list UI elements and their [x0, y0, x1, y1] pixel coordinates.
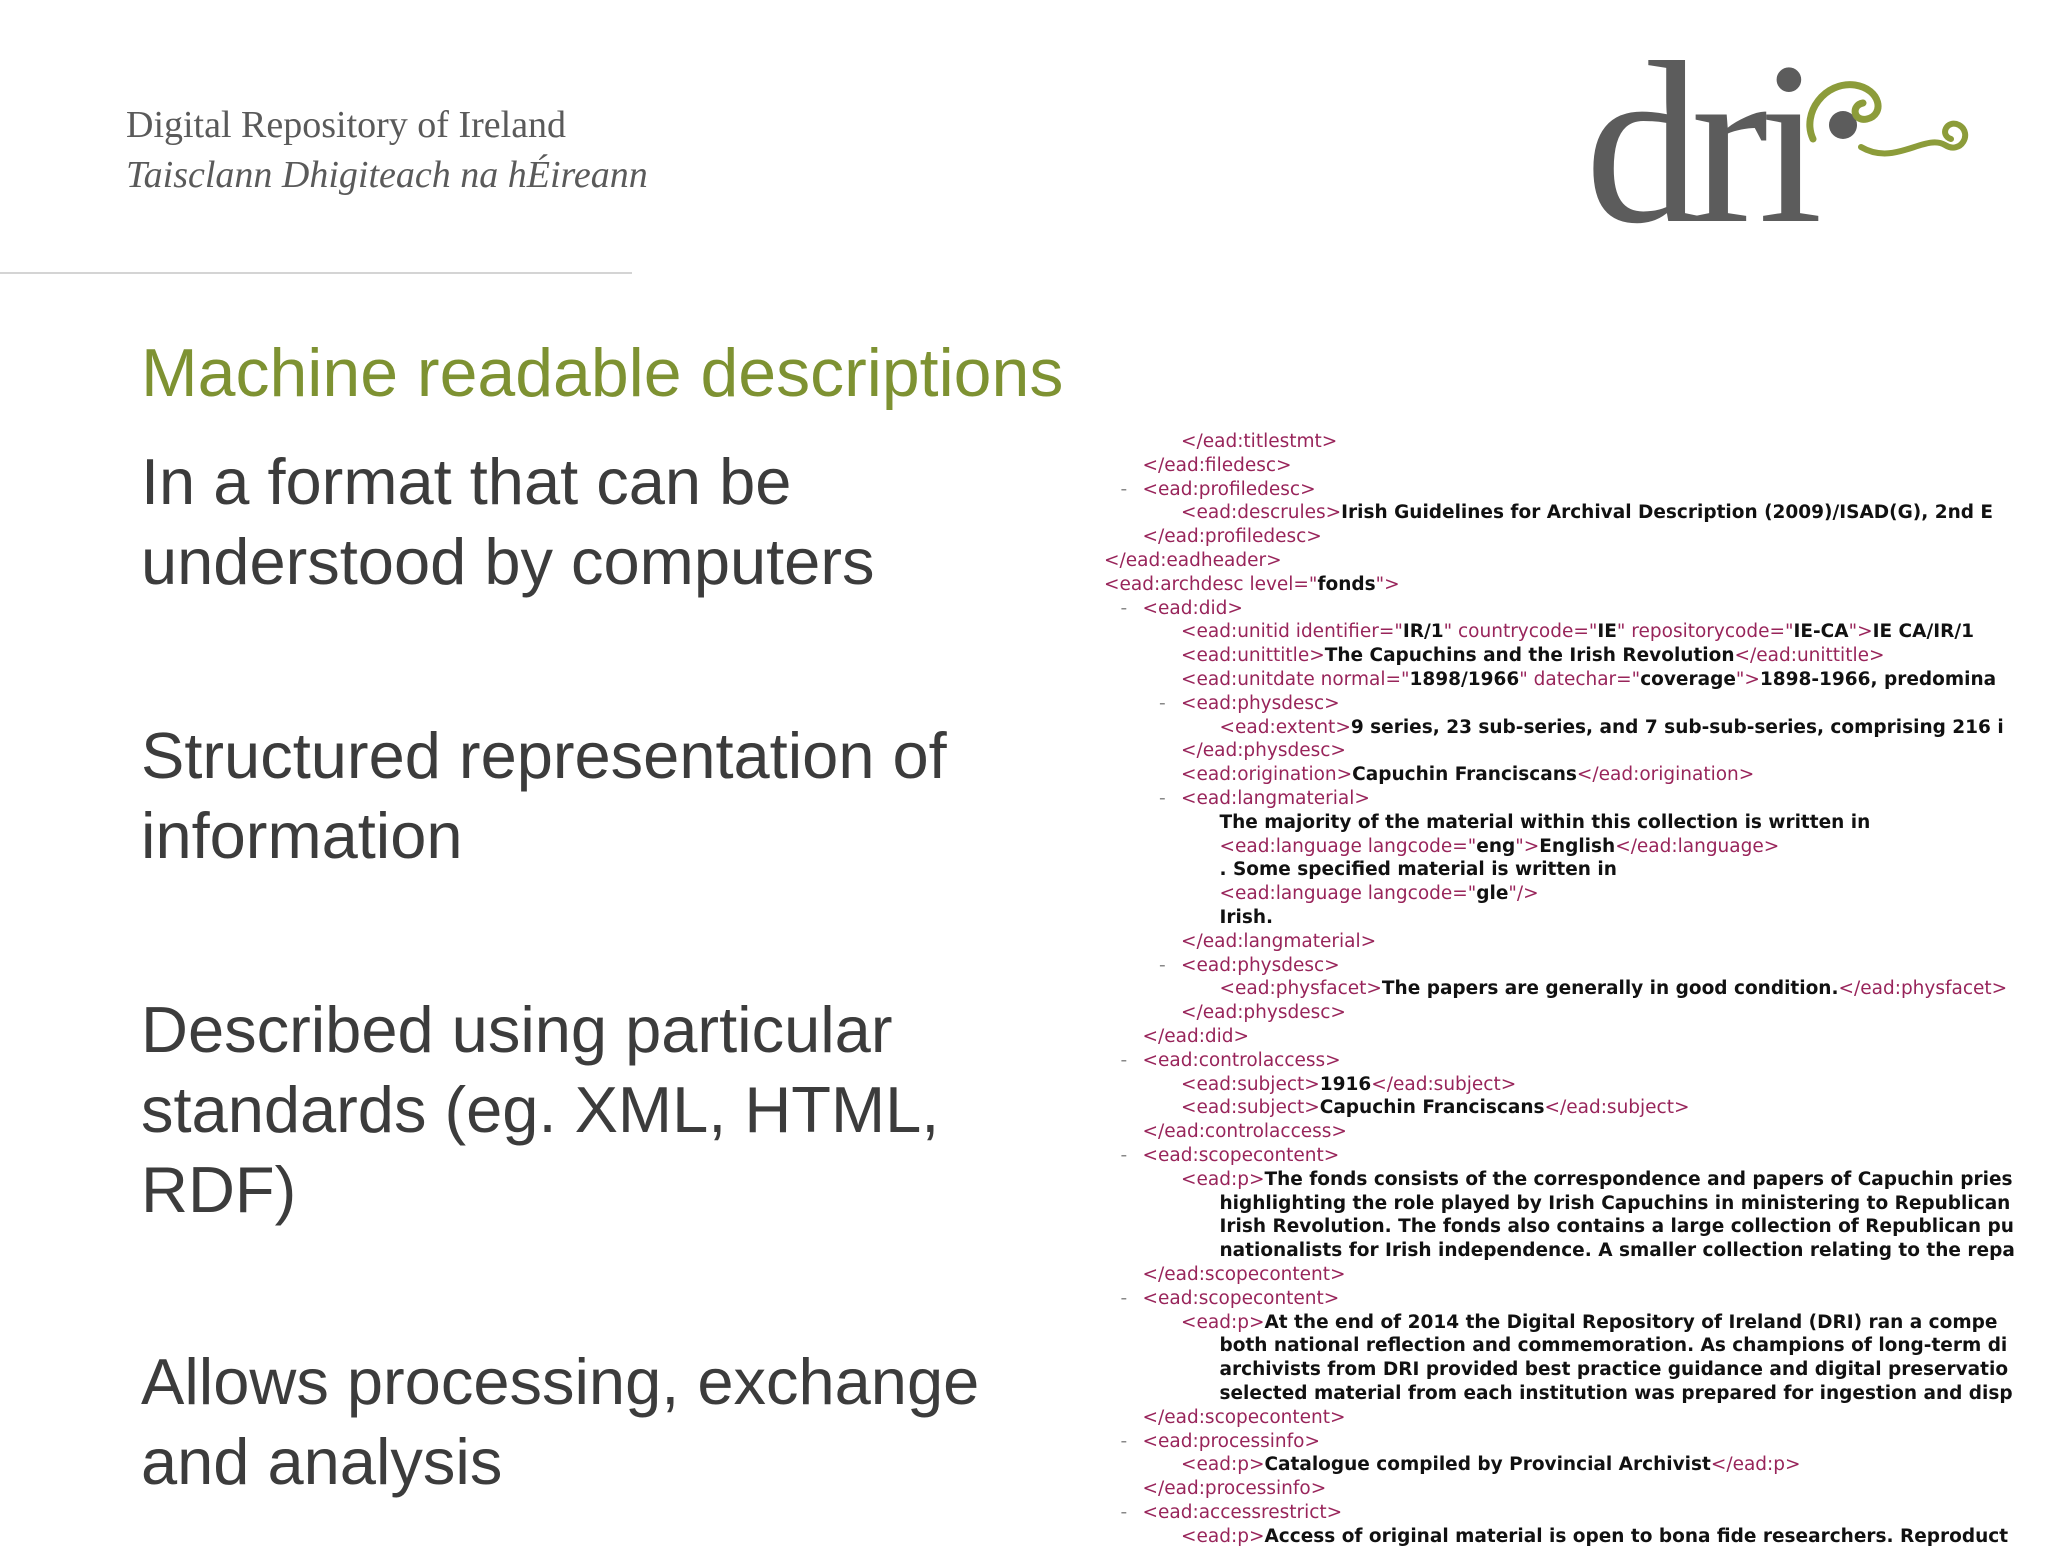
collapse-toggle-icon[interactable]: - [1159, 954, 1172, 976]
xml-tag: </ead:controlaccess> [1142, 1121, 1347, 1143]
xml-line [1143, 1120, 1347, 1144]
xml-line [1120, 1430, 1320, 1454]
xml-content: 9 series, 23 sub-series, and 7 sub-sub-series, comprising 216 i [1350, 716, 2004, 738]
logo-swirl-icon [1795, 75, 1980, 185]
xml-tag: <ead:archdesc level=" [1104, 573, 1318, 595]
xml-line [1120, 597, 1243, 621]
xml-line [1181, 668, 1996, 692]
xml-content: archivists from DRI provided best practice guidance and digital preservatio [1219, 1359, 2009, 1381]
xml-line [1181, 1525, 2008, 1549]
xml-tag: <ead:extent> [1219, 716, 1351, 738]
xml-content: The fonds consists of the correspondence and papers of Capuchin pries [1264, 1168, 2013, 1190]
xml-content: Irish. [1219, 907, 1274, 928]
xml-tag: <ead:controlaccess> [1142, 1049, 1341, 1071]
xml-content: At the end of 2014 the Digital Repository of Ireland (DRI) ran a compe [1264, 1311, 1998, 1333]
xml-line [1220, 835, 1780, 859]
xml-tag: <ead:langmaterial> [1181, 788, 1370, 809]
xml-tag: </ead:origination> [1576, 764, 1755, 786]
xml-content: 1898-1966, predomina [1759, 669, 1997, 690]
xml-line [1181, 1073, 1516, 1097]
xml-tag: "> [1515, 835, 1540, 857]
xml-content: highlighting the role played by Irish Capuchins in ministering to Republican [1219, 1192, 2011, 1214]
xml-line [1181, 1168, 2013, 1192]
xml-line [1181, 1096, 1689, 1120]
xml-line [1181, 930, 1376, 954]
xml-line [1220, 716, 2004, 740]
xml-tag: <ead:p> [1181, 1311, 1265, 1333]
xml-line [1104, 573, 1400, 597]
xml-line [1143, 454, 1292, 478]
xml-tag: <ead:physdesc> [1181, 954, 1340, 976]
bullet-1-line-1: In a format that can be [141, 445, 792, 518]
xml-content: IE CA/IR/1 [1872, 621, 1974, 643]
xml-tag: <ead:unitdate normal=" [1181, 669, 1410, 690]
xml-line [1143, 525, 1322, 549]
collapse-toggle-icon[interactable]: - [1120, 597, 1134, 619]
header-divider [0, 272, 632, 274]
xml-content: Catalogue compiled by Provincial Archivist [1264, 1454, 1711, 1476]
xml-content: coverage [1640, 669, 1736, 690]
xml-line [1120, 1501, 1343, 1525]
xml-content: Access of original material is open to bona fide researchers. Reproduct [1264, 1525, 2009, 1547]
xml-tag: <ead:processinfo> [1142, 1430, 1320, 1452]
xml-line [1120, 478, 1316, 502]
collapse-toggle-icon[interactable]: - [1159, 692, 1172, 714]
logo-wordmark: dri [1585, 15, 1813, 272]
xml-line [1120, 1049, 1341, 1073]
xml-tag: </ead:eadheader> [1104, 550, 1282, 571]
xml-tag: "> [1375, 573, 1400, 595]
xml-tag: </ead:profiledesc> [1142, 526, 1322, 548]
xml-tag: <ead:unittitle> [1181, 645, 1325, 667]
xml-tag: <ead:p> [1181, 1168, 1265, 1190]
logo-tail-icon [1861, 124, 1965, 154]
xml-line [1159, 787, 1370, 811]
xml-line [1159, 954, 1340, 978]
xml-line [1220, 906, 1274, 930]
xml-tag: </ead:physfacet> [1838, 978, 2008, 1000]
xml-line [1181, 620, 1974, 644]
xml-line [1159, 692, 1340, 716]
bullet-4 [141, 1342, 979, 1502]
xml-tag: <ead:accessrestrict> [1142, 1502, 1343, 1523]
xml-content: both national reflection and commemoration. As champions of long-term di [1219, 1335, 2008, 1357]
xml-content: nationalists for Irish independence. A smaller collection relating to the repa [1219, 1240, 2015, 1262]
xml-tag: <ead:subject> [1181, 1073, 1320, 1095]
xml-content: 1916 [1319, 1073, 1372, 1095]
xml-tag: <ead:language langcode=" [1219, 883, 1477, 905]
xml-tag: <ead:physfacet> [1219, 978, 1382, 1000]
xml-content: selected material from each institution was prepared for ingestion and disp [1219, 1383, 2013, 1404]
xml-line [1143, 1406, 1346, 1430]
collapse-toggle-icon[interactable]: - [1159, 788, 1172, 809]
xml-content: Capuchin Franciscans [1352, 764, 1577, 786]
xml-line [1181, 1311, 1997, 1335]
xml-content: IR/1 [1402, 621, 1444, 643]
xml-tag: </ead:physdesc> [1181, 740, 1346, 762]
xml-tag: <ead:origination> [1181, 764, 1353, 786]
xml-tag: <ead:descrules> [1181, 502, 1342, 524]
xml-tag: "> [1848, 621, 1873, 643]
collapse-toggle-icon[interactable]: - [1120, 1287, 1134, 1309]
xml-line [1220, 1239, 2015, 1263]
xml-tag: "> [1735, 669, 1760, 690]
xml-tag: " repositorycode=" [1616, 621, 1794, 643]
xml-content: 1898/1966 [1409, 669, 1520, 690]
bullet-2-line-2: information [141, 799, 463, 872]
xml-line [1220, 1192, 2011, 1216]
slide-title: Machine readable descriptions [141, 335, 1064, 411]
xml-content: The majority of the material within this collection is written in [1219, 811, 1871, 833]
xml-tag: <ead:scopecontent> [1142, 1145, 1340, 1166]
xml-tag: </ead:scopecontent> [1142, 1406, 1346, 1428]
xml-tag: <ead:scopecontent> [1142, 1287, 1340, 1309]
xml-line [1181, 739, 1346, 763]
xml-tag: <ead:subject> [1181, 1097, 1320, 1119]
collapse-toggle-icon[interactable]: - [1120, 1430, 1134, 1452]
xml-line [1181, 763, 1754, 787]
xml-line [1120, 1287, 1340, 1311]
xml-line [1181, 501, 1993, 525]
xml-content: . Some specified material is written in [1219, 859, 1617, 881]
xml-line [1220, 1215, 2014, 1239]
dri-logo [1585, 15, 1985, 280]
collapse-toggle-icon[interactable]: - [1120, 1502, 1134, 1523]
xml-line [1143, 1477, 1327, 1501]
bullet-4-line-2: and analysis [141, 1425, 503, 1498]
bullet-3-line-1: Described using particular [141, 993, 893, 1066]
xml-content: The papers are generally in good condition. [1381, 978, 1839, 1000]
xml-line [1181, 1001, 1346, 1025]
xml-content: Irish Guidelines for Archival Description (2009)/ISAD(G), 2nd E [1341, 502, 1994, 524]
xml-tag: </ead:subject> [1544, 1097, 1690, 1119]
xml-line [1104, 549, 1282, 573]
xml-line [1220, 1358, 2009, 1382]
xml-tag: <ead:p> [1181, 1454, 1265, 1476]
xml-tag: </ead:scopecontent> [1142, 1264, 1346, 1285]
bullet-2 [141, 716, 947, 876]
bullet-2-line-1: Structured representation of [141, 719, 947, 792]
bullet-4-line-1: Allows processing, exchange [141, 1345, 980, 1418]
xml-tag: "/> [1508, 883, 1539, 905]
xml-content: fonds [1317, 573, 1376, 595]
xml-line [1220, 977, 2008, 1001]
xml-tag: </ead:processinfo> [1142, 1478, 1327, 1500]
xml-tag: <ead:did> [1142, 597, 1243, 619]
org-name-irish: Taisclann Dhigiteach na hÉireann [126, 154, 648, 196]
xml-tag: <ead:profiledesc> [1142, 478, 1316, 500]
xml-tag: </ead:did> [1142, 1026, 1250, 1047]
xml-tag: </ead:language> [1615, 835, 1780, 857]
xml-tag: </ead:filedesc> [1142, 454, 1292, 476]
xml-line [1143, 1025, 1250, 1049]
bullet-1-line-2: understood by computers [141, 525, 875, 598]
collapse-toggle-icon[interactable]: - [1120, 478, 1134, 500]
xml-line [1143, 1263, 1346, 1287]
xml-tag: </ead:unittitle> [1734, 645, 1885, 667]
xml-content: English [1539, 835, 1616, 857]
xml-tag: <ead:language langcode=" [1219, 835, 1477, 857]
xml-content: Irish Revolution. The fonds also contains a large collection of Republican pu [1219, 1216, 2014, 1238]
xml-content: gle [1476, 883, 1509, 905]
xml-line [1220, 858, 1617, 882]
collapse-toggle-icon[interactable]: - [1120, 1145, 1134, 1166]
xml-content: The Capuchins and the Irish Revolution [1324, 645, 1735, 667]
xml-code-screenshot [1100, 425, 2048, 1547]
xml-tag: </ead:titlestmt> [1181, 431, 1338, 452]
xml-line [1120, 1144, 1340, 1168]
xml-content: IE-CA [1793, 621, 1849, 643]
xml-tag: </ead:p> [1710, 1454, 1801, 1476]
xml-tag: </ead:physdesc> [1181, 1002, 1346, 1024]
bullet-1 [141, 442, 874, 602]
xml-line [1181, 1453, 1801, 1477]
xml-tag: <ead:unitid identifier=" [1181, 621, 1403, 643]
xml-line [1220, 882, 1539, 906]
bullet-3-line-2: standards (eg. XML, HTML, [141, 1073, 940, 1146]
xml-line [1220, 1382, 2013, 1406]
xml-line [1181, 430, 1337, 454]
xml-tag: " datechar=" [1519, 669, 1641, 690]
xml-content: IE [1597, 621, 1617, 643]
bullet-3-line-3: RDF) [141, 1153, 297, 1226]
xml-line [1220, 811, 1871, 835]
xml-tag: " countrycode=" [1443, 621, 1598, 643]
xml-content: eng [1476, 835, 1516, 857]
xml-content: Capuchin Franciscans [1319, 1097, 1545, 1119]
org-name-english: Digital Repository of Ireland [126, 104, 567, 146]
xml-tag: </ead:subject> [1371, 1073, 1517, 1095]
collapse-toggle-icon[interactable]: - [1120, 1049, 1134, 1071]
xml-tag: </ead:langmaterial> [1181, 930, 1377, 952]
xml-tag: <ead:physdesc> [1181, 692, 1340, 714]
bullet-3 [141, 990, 939, 1230]
xml-line [1220, 1334, 2008, 1358]
xml-line [1181, 644, 1884, 668]
xml-tag: <ead:p> [1181, 1525, 1265, 1547]
